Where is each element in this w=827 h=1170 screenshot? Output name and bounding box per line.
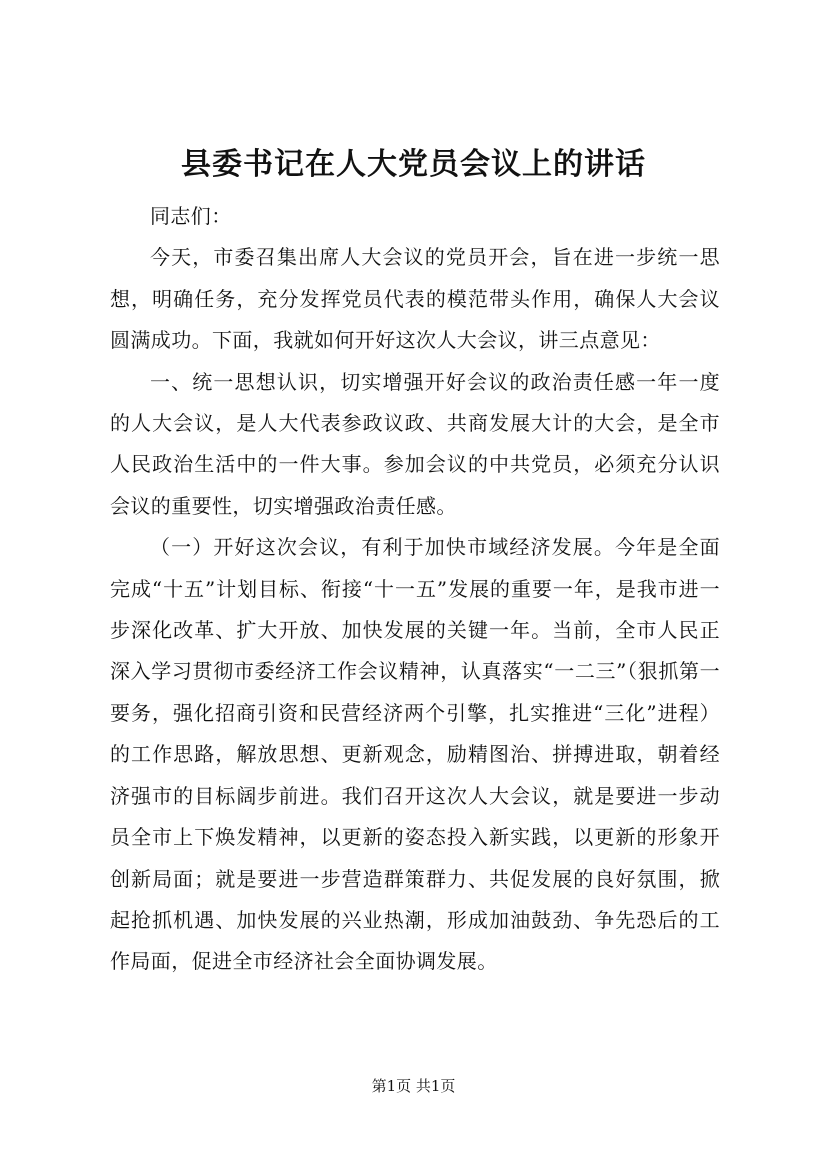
paragraph-subsection-one: （一）开好这次会议，有利于加快市域经济发展。今年是全面完成“十五”计划目标、衔接“十一五”发展的重要一年，是我市进一步深化改革、扩大开放、加快发展的关键一年。当前，全市人民正深入学习贯彻市委经济工作会议精神，认真落实“一二三”（狠抓第一要务，强化招商引资和民营经济两个引擎，扎实推进“三化”进程）的工作思路，解放思想、更新观念，励精图治、拼搏进取，朝着经济强市的目标阔步前进。我们召开这次人大会议，就是要进一步动员全市上下焕发精神，以更新的姿态投入新实践，以更新的形象开创新局面；就是要进一步营造群策群力、共促发展的良好氛围，掀起抢抓机遇、加快发展的兴业热潮，形成加油鼓劲、争先恐后的工作局面，促进全市经济社会全面协调发展。 [110,535,720,974]
paragraph-section-one: 一、统一思想认识，切实增强开好会议的政治责任感一年一度的人大会议，是人大代表参政议政、共商发展大计的大会，是全市人民政治生活中的一件大事。参加会议的中共党员，必须充分认识会议的重要性，切实增强政治责任感。 [110,369,720,518]
salutation: 同志们： [150,204,232,228]
page-number-footer: 第1页 共1页 [371,1077,456,1095]
paragraph-intro: 今天，市委召集出席人大会议的党员开会，旨在进一步统一思想，明确任务，充分发挥党员代表的模范带头作用，确保人大会议圆满成功。下面，我就如何开好这次人大会议，讲三点意见： [110,245,720,353]
document-body [110,196,720,983]
document-title: 县委书记在人大党员会议上的讲话 [181,147,646,182]
